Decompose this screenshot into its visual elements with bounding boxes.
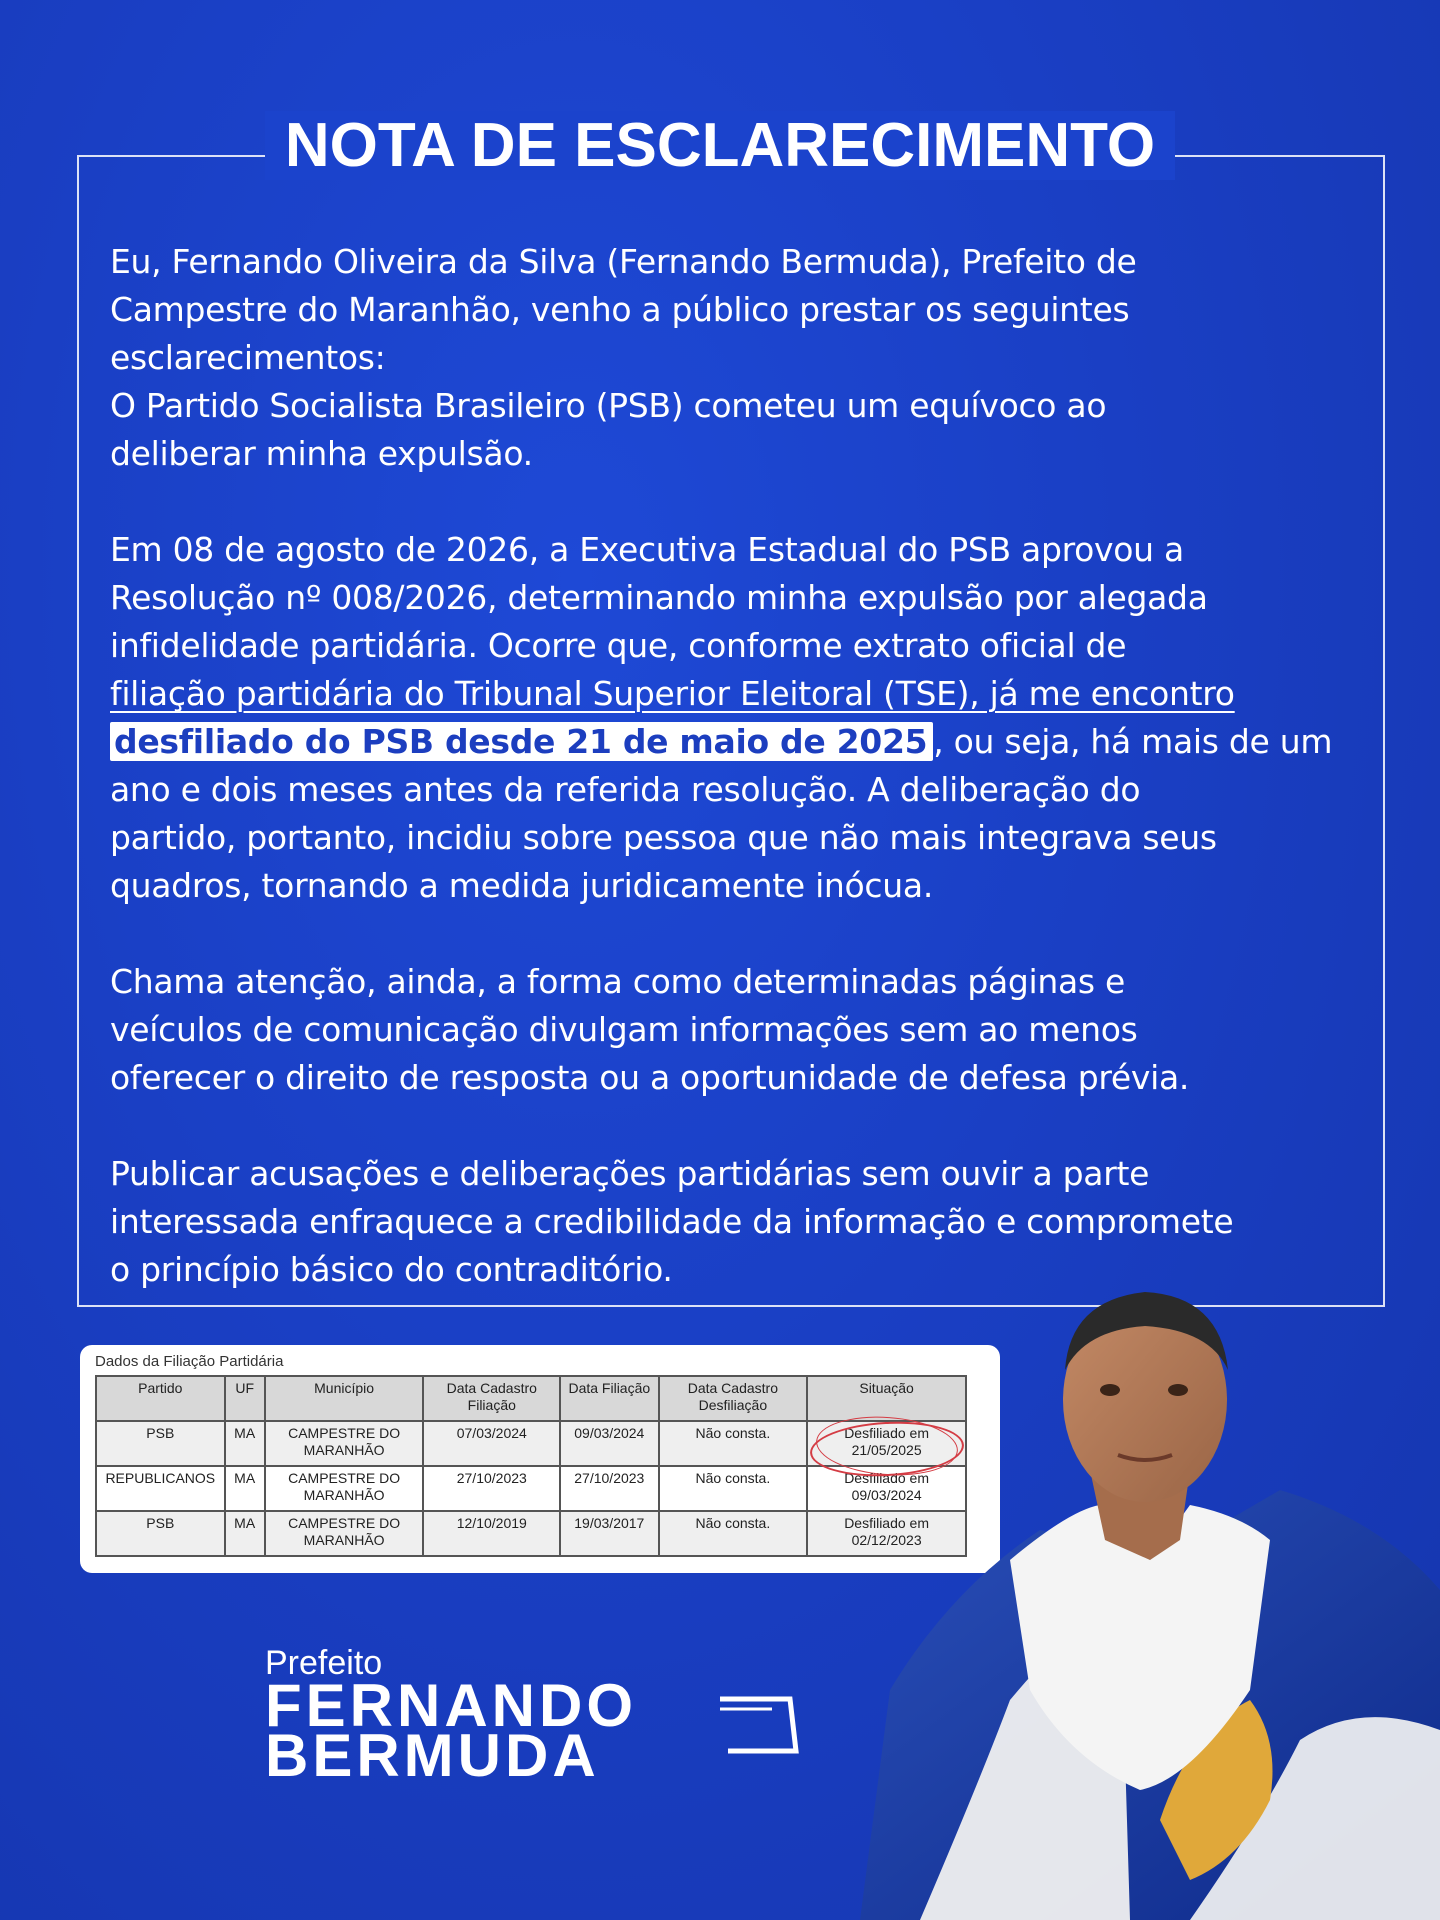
brand-prefix: Prefeito bbox=[265, 1644, 383, 1682]
cell-uf: MA bbox=[225, 1421, 265, 1466]
p2-line5-rest: , ou seja, há mais de um bbox=[933, 722, 1333, 761]
col-uf: UF bbox=[225, 1376, 265, 1421]
page-title bbox=[0, 108, 1440, 184]
p2-line4: filiação partidária do Tribunal Superior Eleitoral (TSE), já me encontro bbox=[110, 674, 1235, 713]
table-row bbox=[96, 1511, 966, 1556]
cell-cadastro-filiacao: 07/03/2024 bbox=[423, 1421, 560, 1466]
p2-line3: infidelidade partidária. Ocorre que, conforme extrato oficial de bbox=[110, 626, 1127, 665]
p2-line1: Em 08 de agosto de 2026, a Executiva Estadual do PSB aprovou a bbox=[110, 530, 1184, 569]
col-situacao: Situação bbox=[807, 1376, 966, 1421]
cell-cadastro-desfiliacao: Não consta. bbox=[659, 1421, 808, 1466]
col-partido: Partido bbox=[96, 1376, 225, 1421]
cell-situacao: Desfiliado em 21/05/2025 bbox=[807, 1421, 966, 1466]
p4-line2: interessada enfraquece a credibilidade da informação e compromete bbox=[110, 1202, 1234, 1241]
p1-line5: deliberar minha expulsão. bbox=[110, 434, 533, 473]
p2-line7: partido, portanto, incidiu sobre pessoa que não mais integrava seus bbox=[110, 818, 1217, 857]
table-header-row bbox=[96, 1376, 966, 1421]
col-municipio: Município bbox=[265, 1376, 424, 1421]
p3-line1: Chama atenção, ainda, a forma como determinadas páginas e bbox=[110, 962, 1126, 1001]
p2-line2: Resolução nº 008/2026, determinando minha expulsão por alegada bbox=[110, 578, 1208, 617]
p3-line2: veículos de comunicação divulgam informações sem ao menos bbox=[110, 1010, 1138, 1049]
cell-data-filiacao: 09/03/2024 bbox=[560, 1421, 658, 1466]
filiacao-caption: Dados da Filiação Partidária bbox=[95, 1353, 284, 1370]
cell-municipio: CAMPESTRE DO MARANHÃO bbox=[265, 1421, 424, 1466]
p1-line1: Eu, Fernando Oliveira da Silva (Fernando Bermuda), Prefeito de bbox=[110, 242, 1137, 281]
statement-body bbox=[110, 238, 1350, 1342]
mayor-portrait bbox=[860, 1260, 1440, 1920]
brand-line-1: FERNANDO bbox=[265, 1672, 637, 1739]
cell-data-filiacao: 27/10/2023 bbox=[560, 1466, 658, 1511]
paragraph-1 bbox=[110, 238, 1350, 478]
cell-situacao: Desfiliado em 09/03/2024 bbox=[807, 1466, 966, 1511]
p1-line3: esclarecimentos: bbox=[110, 338, 386, 377]
cell-cadastro-filiacao: 12/10/2019 bbox=[423, 1511, 560, 1556]
cell-cadastro-desfiliacao: Não consta. bbox=[659, 1466, 808, 1511]
cell-municipio: CAMPESTRE DO MARANHÃO bbox=[265, 1511, 424, 1556]
cell-municipio: CAMPESTRE DO MARANHÃO bbox=[265, 1466, 424, 1511]
p1-line4: O Partido Socialista Brasileiro (PSB) cometeu um equívoco ao bbox=[110, 386, 1107, 425]
cell-partido: PSB bbox=[96, 1421, 225, 1466]
paragraph-3 bbox=[110, 958, 1350, 1102]
cell-cadastro-desfiliacao: Não consta. bbox=[659, 1511, 808, 1556]
cell-cadastro-filiacao: 27/10/2023 bbox=[423, 1466, 560, 1511]
p2-line6: ano e dois meses antes da referida resolução. A deliberação do bbox=[110, 770, 1141, 809]
cell-uf: MA bbox=[225, 1466, 265, 1511]
col-data-filiacao: Data Filiação bbox=[560, 1376, 658, 1421]
col-cadastro-filiacao: Data Cadastro Filiação bbox=[423, 1376, 560, 1421]
cell-uf: MA bbox=[225, 1511, 265, 1556]
p2-line8: quadros, tornando a medida juridicamente inócua. bbox=[110, 866, 934, 905]
highlight-desfiliado: desfiliado do PSB desde 21 de maio de 2025 bbox=[110, 722, 933, 761]
brand-logo bbox=[265, 1644, 637, 1789]
cell-data-filiacao: 19/03/2017 bbox=[560, 1511, 658, 1556]
p4-line3: o princípio básico do contraditório. bbox=[110, 1250, 673, 1289]
cell-situacao: Desfiliado em 02/12/2023 bbox=[807, 1511, 966, 1556]
p4-line1: Publicar acusações e deliberações partidárias sem ouvir a parte bbox=[110, 1154, 1150, 1193]
p3-line3: oferecer o direito de resposta ou a oportunidade de defesa prévia. bbox=[110, 1058, 1190, 1097]
p1-line2: Campestre do Maranhão, venho a público prestar os seguintes bbox=[110, 290, 1130, 329]
page-title-text: NOTA DE ESCLARECIMENTO bbox=[265, 111, 1175, 180]
table-row bbox=[96, 1466, 966, 1511]
bermuda-flag-icon bbox=[720, 1691, 800, 1761]
cell-partido: PSB bbox=[96, 1511, 225, 1556]
col-cadastro-desfiliacao: Data Cadastro Desfiliação bbox=[659, 1376, 808, 1421]
brand-line-2: BERMUDA bbox=[265, 1722, 600, 1789]
paragraph-2 bbox=[110, 526, 1350, 910]
cell-partido: REPUBLICANOS bbox=[96, 1466, 225, 1511]
